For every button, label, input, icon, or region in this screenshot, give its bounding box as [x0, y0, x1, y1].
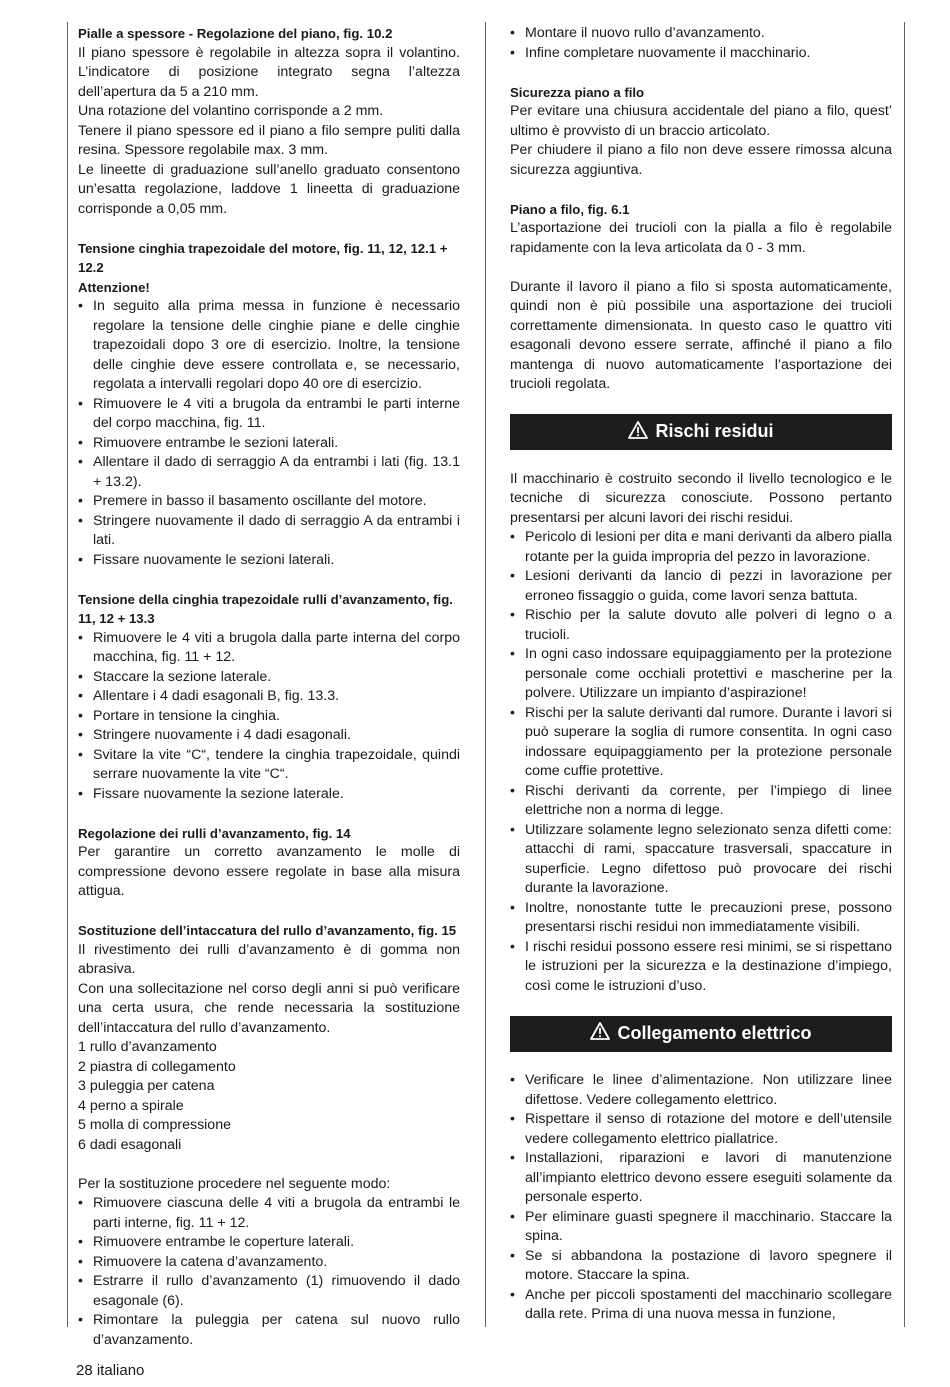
paragraph: Per chiudere il piano a filo non deve essere rimossa alcuna sicurezza aggiuntiva.: [510, 142, 892, 178]
list-item: • Rischio per la salute dovuto alle polveri di legno o a trucioli.: [510, 606, 892, 645]
list-item: • Rimuovere entrambe le sezioni laterali.: [78, 434, 460, 454]
list-item: • Utilizzare solamente legno selezionato senza difetti come: attacchi di rami, spaccature trasversali, spaccature in superficie. Legno difettoso può provocare dei rischi durante la lavorazione.: [510, 821, 892, 899]
paragraph: 6 dadi esagonali: [78, 1136, 182, 1153]
warning-icon: [628, 421, 648, 444]
section: [78, 824, 460, 902]
paragraph: Le lineette di graduazione sull’anello graduato consentono un’esatta regolazione, laddove 1 lineetta di graduazione corrisponde a 0,05 mm.: [78, 161, 460, 217]
list-item: • Pericolo di lesioni per dita e mani derivanti da albero pialla rotante per la guida impropria del pezzo in lavorazione.: [510, 528, 892, 567]
section: [510, 278, 892, 395]
paragraph: 2 piastra di collegamento: [78, 1058, 236, 1075]
paragraph: 3 puleggia per catena: [78, 1078, 215, 1094]
list-item: • Portare in tensione la cinghia.: [78, 707, 460, 727]
section-band: [510, 414, 892, 450]
bullet-list: [78, 1194, 460, 1350]
list-item: • Stringere nuovamente il dado di serraggio A da entrambi i lati.: [78, 512, 460, 551]
paragraph: Per la sostituzione procedere nel seguente modo:: [78, 1175, 391, 1192]
section: [510, 1071, 892, 1325]
paragraph: Per garantire un corretto avanzamento le molle di compressione devono essere regolate in base alla misura attigua.: [78, 844, 460, 899]
list-item: • Se si abbandona la postazione di lavoro spegnere il motore. Staccare la spina.: [510, 1247, 892, 1286]
paragraph: 1 rullo d’avanzamento: [78, 1039, 217, 1055]
list-item: • Lesioni derivanti da lancio di pezzi in lavorazione per erroneo fissaggio o guida, come lavori senza battuta.: [510, 567, 892, 606]
page-footer: 28 italiano: [76, 1362, 145, 1379]
column-rule-middle: [485, 22, 486, 1327]
list-item: • Allentare i 4 dadi esagonali B, fig. 13.3.: [78, 687, 460, 707]
bullet-list: [78, 297, 460, 570]
right-column: [510, 24, 892, 1344]
paragraph: Il rivestimento dei rulli d’avanzamento è di gomma non abrasiva.: [78, 941, 460, 977]
section: [78, 239, 460, 571]
section-band-title: Rischi residui: [655, 421, 774, 442]
paragraph: Durante il lavoro il piano a filo si sposta automaticamente, quindi non è più possibile una asportazione dei trucioli correttamente dimensionata. In questo caso le quattro viti esagonali devono essere serrate, affinché il piano a filo mantenga di nuovo automaticamente l’asportazione dei trucioli regolata.: [510, 278, 892, 392]
list-item: • Per eliminare guasti spegnere il macchinario. Staccare la spina.: [510, 1208, 892, 1247]
list-item: • Svitare la vite “C“, tendere la cinghia trapezoidale, quindi serrare nuovamente la vite “C“.: [78, 746, 460, 785]
paragraph: 5 molla di compressione: [78, 1117, 231, 1133]
list-item: • Rimuovere le 4 viti a brugola da entrambi le parti interne del corpo macchina, fig. 11.: [78, 395, 460, 434]
list-item: • I rischi residui possono essere resi minimi, se si rispettano le istruzioni per la sicurezza e la destinazione d’impiego, così come le istruzioni d’uso.: [510, 938, 892, 997]
section-heading: Sostituzione dell’intaccatura del rullo d’avanzamento, fig. 15: [78, 923, 457, 938]
list-item: • Rischi derivanti da corrente, per l’impiego di linee elettriche non a norma di legge.: [510, 782, 892, 821]
list-item: • Rimuovere la catena d’avanzamento.: [78, 1253, 460, 1273]
list-item: • Anche per piccoli spostamenti del macchinario scollegare dalla rete. Prima di una nuova messa in funzione,: [510, 1286, 892, 1325]
section: [78, 921, 460, 1155]
list-item: • Rimontare la puleggia per catena sul nuovo rullo d’avanzamento.: [78, 1311, 460, 1350]
list-item: • Rischi per la salute derivanti dal rumore. Durante i lavori si può superare la soglia di rumore consentita. In ogni caso indossare equipaggiamento per la protezione personale come cuffie protettive.: [510, 704, 892, 782]
paragraph: Tenere il piano spessore ed il piano a filo sempre puliti dalla resina. Spessore regolabile max. 3 mm.: [78, 122, 460, 158]
paragraph: Per evitare una chiusura accidentale del piano a filo, quest’ ultimo è provvisto di un braccio articolato.: [510, 103, 892, 139]
list-item: • Rimuovere le 4 viti a brugola dalla parte interna del corpo macchina, fig. 11 + 12.: [78, 629, 460, 668]
section-heading: Sicurezza piano a filo: [510, 84, 645, 100]
section-heading: Pialle a spessore - Regolazione del piano, fig. 10.2: [78, 26, 393, 41]
list-item: • Allentare il dado di serraggio A da entrambi i lati (fig. 13.1 + 13.2).: [78, 453, 460, 492]
column-rule-right: [904, 22, 905, 1327]
list-item: • In ogni caso indossare equipaggiamento per la protezione personale come occhiali protettivi e mascherine per la polvere. Utilizzare un impianto d’aspirazione!: [510, 645, 892, 704]
section: [510, 24, 892, 63]
section: [510, 470, 892, 997]
paragraph: Il piano spessore è regolabile in altezza sopra il volantino. L’indicatore di posizione integrato segna l’altezza dell’apertura da 5 a 210 mm.: [78, 44, 460, 100]
paragraph: L’asportazione dei trucioli con la pialla a filo è regolabile rapidamente con la leva articolata da 0 - 3 mm.: [510, 220, 892, 256]
section: [78, 1175, 460, 1351]
paragraph: 4 perno a spirale: [78, 1097, 184, 1114]
section: [510, 83, 892, 181]
section: [78, 24, 460, 219]
list-item: • Stringere nuovamente i 4 dadi esagonali.: [78, 726, 460, 746]
section-band-title: Collegamento elettrico: [617, 1022, 812, 1043]
column-rule-left: [67, 22, 68, 1327]
section-subheading: Attenzione!: [78, 279, 150, 295]
list-item: • Rimuovere entrambe le coperture laterali.: [78, 1233, 460, 1253]
list-item: • Staccare la sezione laterale.: [78, 668, 460, 688]
bullet-list: [510, 528, 892, 996]
paragraph: Il macchinario è costruito secondo il livello tecnologico e le tecniche di sicurezza conosciute. Possono pertanto presentarsi per alcuni lavori dei rischi residui.: [510, 470, 892, 526]
section-heading: Tensione cinghia trapezoidale del motore, fig. 11, 12, 12.1 + 12.2: [78, 240, 448, 275]
list-item: • Fissare nuovamente le sezioni laterali.: [78, 551, 460, 571]
section-heading: Tensione della cinghia trapezoidale rulli d’avanzamento, fig. 11, 12 + 13.3: [78, 591, 453, 626]
bullet-list: [78, 629, 460, 805]
list-item: • In seguito alla prima messa in funzione è necessario regolare la tensione delle cinghie piane e delle cinghie trapezoidali dopo 3 ore di esercizio. Inoltre, la tensione delle cinghie deve essere controllata e, se necessario, regolata a intervalli regolari dopo 40 ore di esercizio.: [78, 297, 460, 395]
section-heading: Piano a filo, fig. 6.1: [510, 201, 630, 217]
list-item: • Estrarre il rullo d’avanzamento (1) rimuovendo il dado esagonale (6).: [78, 1272, 460, 1311]
section: [78, 590, 460, 805]
paragraph: Con una sollecitazione nel corso degli anni si può verificare una certa usura, che rende necessaria la sostituzione dell’intaccatura del rullo d’avanzamento.: [78, 980, 460, 1036]
section-heading: Regolazione dei rulli d’avanzamento, fig. 14: [78, 825, 351, 841]
bullet-list: [510, 24, 892, 63]
section-band: [510, 1016, 892, 1052]
list-item: • Fissare nuovamente la sezione laterale.: [78, 785, 460, 805]
bullet-list: [510, 1071, 892, 1325]
list-item: • Verificare le linee d’alimentazione. Non utilizzare linee difettose. Vedere collegamento elettrico.: [510, 1071, 892, 1110]
list-item: • Rispettare il senso di rotazione del motore e dell’utensile vedere collegamento elettrico piallatrice.: [510, 1110, 892, 1149]
list-item: • Premere in basso il basamento oscillante del motore.: [78, 492, 460, 512]
list-item: • Rimuovere ciascuna delle 4 viti a brugola da entrambi le parti interne, fig. 11 + 12.: [78, 1194, 460, 1233]
section: [510, 200, 892, 259]
list-item: • Installazioni, riparazioni e lavori di manutenzione all’impianto elettrico devono essere eseguiti solamente da personale esperto.: [510, 1149, 892, 1208]
warning-icon: [590, 1022, 610, 1045]
left-column: [78, 24, 460, 1370]
paragraph: Una rotazione del volantino corrisponde a 2 mm.: [78, 103, 384, 119]
list-item: • Inoltre, nonostante tutte le precauzioni prese, possono presentarsi rischi residui non immediatamente visibili.: [510, 899, 892, 938]
list-item: • Montare il nuovo rullo d’avanzamento.: [510, 24, 892, 44]
list-item: • Infine completare nuovamente il macchinario.: [510, 44, 892, 64]
